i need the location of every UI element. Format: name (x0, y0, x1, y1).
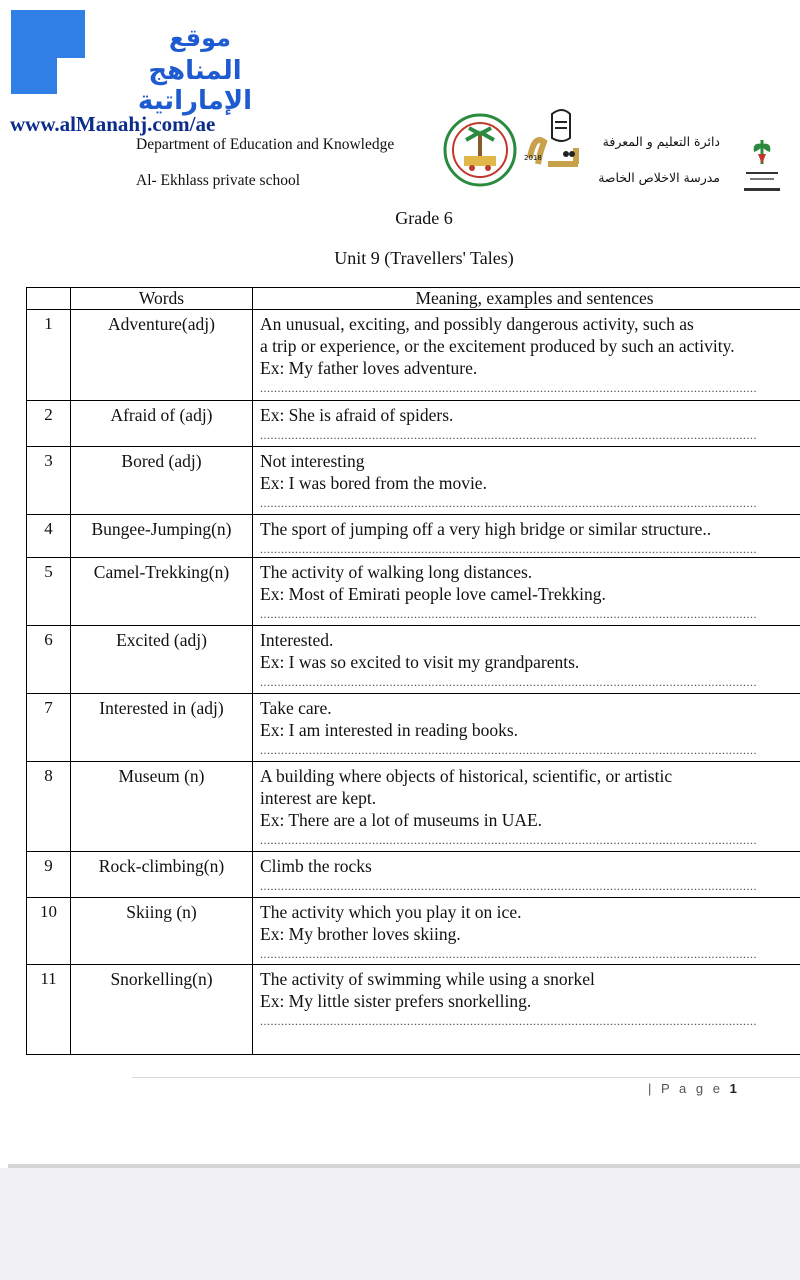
answer-dotted-line: .............................................................................................................................................. (260, 381, 757, 395)
answer-dotted-line: .............................................................................................................................................. (260, 542, 757, 556)
answer-dotted-line: .............................................................................................................................................. (260, 428, 757, 442)
answer-dotted-line: .............................................................................................................................................. (260, 833, 757, 847)
meaning-line: Ex: I am interested in reading books. (260, 720, 519, 740)
row-number: 5 (27, 558, 71, 626)
site-logo-notch (57, 58, 85, 94)
table-row (27, 965, 800, 1055)
meaning-line: Ex: I was bored from the movie. (260, 473, 487, 493)
meaning-line: Ex: My father loves adventure. (260, 358, 478, 378)
vocab-word: Snorkelling(n) (71, 965, 253, 1055)
site-url: www.alManahj.com/ae (10, 112, 216, 136)
page-label: | P a g e (648, 1081, 723, 1096)
row-number: 2 (27, 401, 71, 447)
vocab-word: Interested in (adj) (71, 694, 253, 762)
vocab-meaning (253, 447, 800, 515)
school-emblem-icon (442, 112, 518, 188)
vocab-word: Excited (adj) (71, 626, 253, 694)
table-row (27, 762, 800, 852)
table-row (27, 898, 800, 965)
meaning-line: Ex: She is afraid of spiders. (260, 405, 454, 425)
meaning-line: Ex: I was so excited to visit my grandparents. (260, 652, 580, 672)
viewer-background (0, 1168, 800, 1280)
row-number: 10 (27, 898, 71, 965)
meaning-line: interest are kept. (260, 788, 377, 808)
vocab-word: Bored (adj) (71, 447, 253, 515)
vocab-word: Museum (n) (71, 762, 253, 852)
school-name: Al- Ekhlass private school (136, 172, 301, 189)
meaning-line: Ex: My little sister prefers snorkelling. (260, 991, 532, 1011)
vocab-meaning (253, 762, 800, 852)
vocab-word: Bungee-Jumping(n) (71, 515, 253, 558)
table-row (27, 558, 800, 626)
vocab-word: Camel-Trekking(n) (71, 558, 253, 626)
meaning-line: The sport of jumping off a very high bridge or similar structure.. (260, 519, 712, 539)
vocab-meaning (253, 558, 800, 626)
row-number: 4 (27, 515, 71, 558)
vocab-meaning (253, 401, 800, 447)
table-row (27, 515, 800, 558)
meaning-line: The activity of swimming while using a snorkel (260, 969, 595, 989)
row-number: 1 (27, 310, 71, 401)
vocab-meaning (253, 965, 800, 1055)
unit-title: Unit 9 (Travellers' Tales) (334, 248, 514, 268)
answer-dotted-line: .............................................................................................................................................. (260, 1014, 757, 1028)
meaning-line: a trip or experience, or the excitement produced by such an activity. (260, 336, 735, 356)
footer-divider (132, 1077, 800, 1078)
answer-dotted-line: .............................................................................................................................................. (260, 947, 757, 961)
vocabulary-table (26, 287, 800, 1055)
vocab-meaning (253, 898, 800, 965)
meaning-line: Not interesting (260, 451, 365, 471)
table-header-row (27, 288, 800, 310)
vocab-word: Skiing (n) (71, 898, 253, 965)
table-row (27, 694, 800, 762)
answer-dotted-line: .............................................................................................................................................. (260, 496, 757, 510)
row-number: 11 (27, 965, 71, 1055)
answer-dotted-line: .............................................................................................................................................. (260, 879, 757, 893)
meaning-line: The activity which you play it on ice. (260, 902, 522, 922)
site-logo-text-line1: موقع (168, 24, 231, 52)
answer-dotted-line: .............................................................................................................................................. (260, 607, 757, 621)
meaning-line: A building where objects of historical, scientific, or artistic (260, 766, 673, 786)
site-logo-block (11, 58, 57, 94)
grade-title: Grade 6 (395, 208, 453, 228)
vocab-meaning (253, 852, 800, 898)
meaning-line: Ex: There are a lot of museums in UAE. (260, 810, 543, 830)
vocab-word: Afraid of (adj) (71, 401, 253, 447)
meaning-line: Ex: Most of Emirati people love camel-Trekking. (260, 584, 606, 604)
vocab-meaning (253, 694, 800, 762)
year-of-zayed-year: 2018 (524, 154, 542, 162)
page-number-value: 1 (729, 1081, 740, 1096)
vocab-meaning (253, 626, 800, 694)
answer-dotted-line: .............................................................................................................................................. (260, 743, 757, 757)
page-number (648, 1081, 740, 1096)
department-name: Department of Education and Knowledge (136, 136, 395, 153)
meaning-line: Interested. (260, 630, 334, 650)
column-header-words: Words (71, 288, 253, 310)
site-logo-block (11, 10, 85, 58)
meaning-line: Ex: My brother loves skiing. (260, 924, 461, 944)
vocab-word: Adventure(adj) (71, 310, 253, 401)
table-row (27, 626, 800, 694)
year-of-zayed-logo (522, 104, 586, 178)
column-header-meaning: Meaning, examples and sentences (253, 288, 800, 310)
school-name-arabic: مدرسة الاخلاص الخاصة (598, 170, 720, 185)
column-header-number (27, 288, 71, 310)
row-number: 7 (27, 694, 71, 762)
vocab-meaning (253, 310, 800, 401)
department-name-arabic: دائرة التعليم و المعرفة (602, 134, 720, 149)
meaning-line: The activity of walking long distances. (260, 562, 533, 582)
row-number: 9 (27, 852, 71, 898)
row-number: 6 (27, 626, 71, 694)
table-row (27, 310, 800, 401)
table-row (27, 852, 800, 898)
table-row (27, 447, 800, 515)
row-number: 3 (27, 447, 71, 515)
vocab-meaning (253, 515, 800, 558)
answer-dotted-line: .............................................................................................................................................. (260, 675, 757, 689)
vocab-word: Rock-climbing(n) (71, 852, 253, 898)
meaning-line: Climb the rocks (260, 856, 372, 876)
table-row (27, 401, 800, 447)
row-number: 8 (27, 762, 71, 852)
meaning-line: Take care. (260, 698, 332, 718)
site-logo-text-line2: المناهج الإماراتية (137, 56, 253, 116)
meaning-line: An unusual, exciting, and possibly dangerous activity, such as (260, 314, 694, 334)
national-identity-icon (740, 134, 784, 198)
